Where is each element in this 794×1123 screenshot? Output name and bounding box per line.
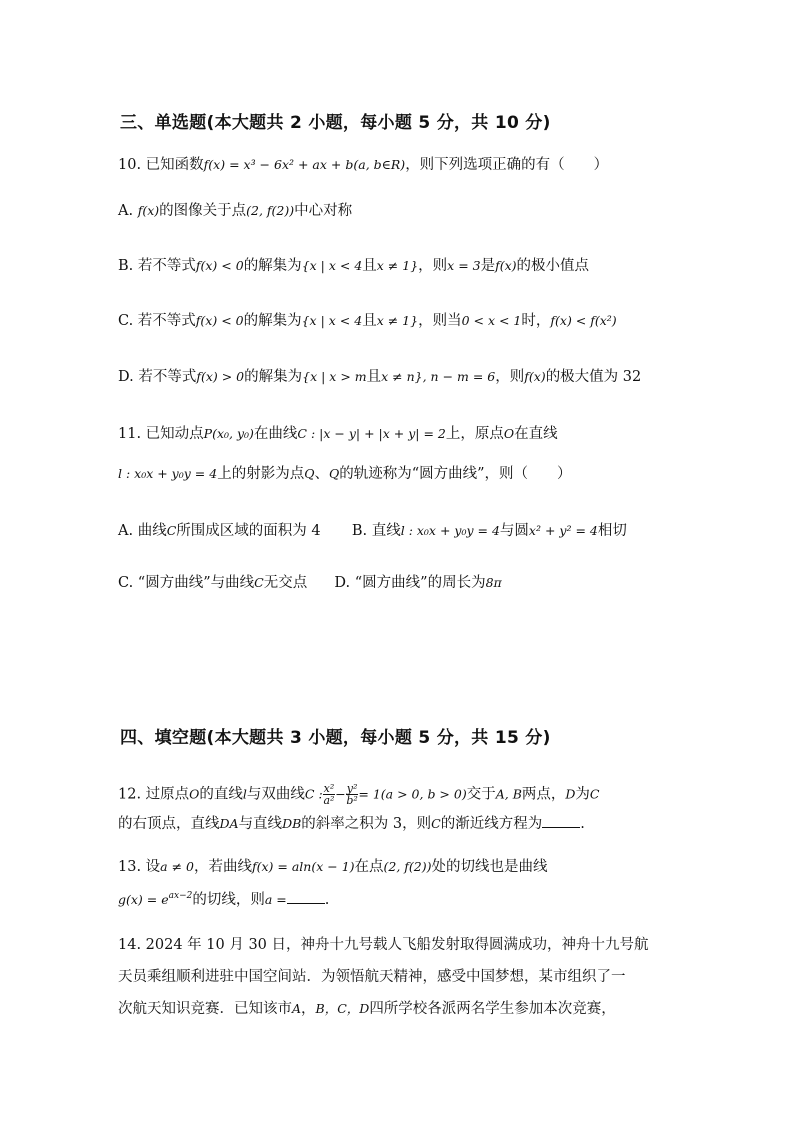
math: a ≠ 0	[160, 859, 194, 874]
text: 时，	[521, 313, 551, 329]
text: 是	[480, 258, 496, 274]
text: 无交点	[263, 575, 308, 591]
math: (2, f(2))	[246, 203, 295, 218]
section-title-single-choice: 三、单选题(本大题共 2 小题，每小题 5 分，共 10 分)	[120, 113, 551, 133]
math: C	[589, 786, 600, 802]
text: 上的射影为点	[217, 466, 305, 482]
math: 0 < x < 1	[461, 313, 522, 328]
text: 交于	[466, 786, 496, 803]
text: 的解集为	[243, 258, 302, 274]
q10-math: f(x) = x³ − 6x² + ax + b(a, b∈R)	[203, 157, 406, 172]
math: f(x) < f(x²)	[550, 313, 617, 328]
math: C :	[304, 786, 323, 802]
exponent: ax−2	[168, 891, 193, 902]
section-title-fill-in: 四、填空题(本大题共 3 小题，每小题 5 分，共 15 分)	[120, 728, 551, 748]
question-10-stem	[118, 157, 608, 174]
text: 上，原点	[445, 426, 504, 442]
q10-text: 10. 已知函数	[118, 157, 204, 173]
text: 处的切线也是曲线	[431, 859, 548, 875]
math: f(x) < 0	[195, 258, 244, 273]
text: 在点	[354, 859, 384, 875]
text: 11. 已知动点	[118, 426, 204, 442]
question-14-line-1: 14. 2024 年 10 月 30 日，神舟十九号载人飞船发射取得圆满成功，神舟十九号航	[118, 937, 649, 953]
math: A, B	[495, 786, 522, 802]
text: 两点，	[521, 786, 566, 803]
text: ，若曲线	[194, 859, 252, 875]
q10-option-a	[118, 203, 352, 220]
math: P(x₀, y₀)	[203, 426, 254, 441]
q10-text: ，则下列选项正确的有（ ）	[405, 157, 609, 173]
math: f(x)	[137, 203, 160, 218]
math: x² + y² = 4	[528, 523, 598, 538]
question-14-line-3	[118, 1001, 616, 1018]
text: 的极小值点	[516, 258, 590, 274]
text: ，则	[495, 369, 525, 385]
text: 的右顶点，直线	[118, 816, 220, 832]
math: x ≠ n}, n − m = 6	[381, 369, 496, 384]
math: f(x) = aln(x − 1)	[252, 859, 355, 874]
math: C : |x − y| + |x + y| = 2	[297, 426, 446, 441]
text: 的直线	[199, 786, 243, 803]
text: 次航天知识竞赛．已知该市	[118, 1001, 292, 1017]
math: O	[189, 786, 200, 802]
math: a =	[264, 892, 287, 907]
fraction	[346, 783, 359, 806]
text: 且	[362, 313, 377, 329]
text: .	[324, 892, 330, 908]
math: g(x) = e	[118, 892, 169, 907]
question-12-line-1	[118, 783, 600, 806]
math: −	[335, 786, 346, 802]
math: x ≠ 1}	[376, 313, 419, 328]
math: Q	[304, 466, 315, 481]
math: f(x) < 0	[195, 313, 244, 328]
option-label: B. 若不等式	[118, 258, 196, 274]
answer-blank[interactable]	[542, 815, 580, 828]
math: C	[431, 816, 441, 831]
option-label: C. 若不等式	[118, 313, 196, 329]
text: 的斜率之积为 3，则	[301, 816, 432, 832]
q10-option-d	[118, 369, 641, 386]
q11-options-cd	[118, 575, 502, 592]
math: {x | x < 4	[301, 313, 363, 328]
denominator: a²	[323, 794, 335, 807]
question-11-stem-line-1	[118, 426, 558, 443]
math: x = 3	[447, 258, 481, 273]
answer-blank[interactable]	[287, 891, 325, 904]
math: = 1(a > 0, b > 0)	[358, 786, 467, 802]
math: l : x₀x + y₀y = 4	[118, 466, 218, 481]
text: 且	[362, 258, 377, 274]
text: 的解集为	[243, 313, 302, 329]
math: f(x)	[524, 369, 546, 384]
text: 12. 过原点	[118, 786, 190, 803]
math: Q	[328, 466, 340, 481]
math: DA	[219, 816, 239, 831]
question-14-line-2: 天员乘组顺利进驻中国空间站．为领悟航天精神，感受中国梦想，某市组织了一	[118, 969, 626, 985]
text: .	[580, 816, 585, 832]
option-label: A.	[118, 203, 138, 219]
question-13-line-2	[118, 891, 329, 909]
text: 13. 设	[118, 859, 161, 875]
text: 四所学校各派两名学生参加本次竞赛，	[369, 1001, 616, 1017]
fraction	[323, 783, 336, 806]
text: 与直线	[238, 816, 283, 832]
text: ，	[301, 1001, 316, 1017]
text: 的解集为	[244, 369, 303, 385]
question-12-line-2	[118, 815, 585, 833]
option-label: A. 曲线	[118, 523, 167, 539]
math: {x | x > m	[302, 369, 367, 384]
option-label: D. “圆方曲线”的周长为	[334, 575, 486, 591]
text: 的渐近线方程为	[440, 816, 543, 832]
math: 8π	[485, 575, 502, 590]
text: 且	[366, 369, 382, 385]
question-13-line-1	[118, 859, 548, 876]
math: C	[166, 523, 177, 538]
text: 中心对称	[294, 203, 353, 219]
math: B，C，D	[315, 1001, 370, 1016]
text: 为	[575, 786, 590, 803]
q10-option-c	[118, 313, 617, 330]
math: {x | x < 4	[301, 258, 363, 273]
math: D	[565, 786, 576, 802]
numerator: y²	[346, 782, 358, 795]
denominator: b²	[346, 794, 358, 807]
text: 的轨迹称为“圆方曲线”，则（ ）	[339, 466, 572, 482]
text: 所围成区域的面积为 4	[176, 523, 321, 539]
math: l : x₀x + y₀y = 4	[400, 523, 500, 538]
math: C	[254, 575, 264, 590]
math: f(x) > 0	[196, 369, 245, 384]
q10-option-b	[118, 258, 589, 275]
math: l	[242, 786, 247, 802]
math: x ≠ 1}	[376, 258, 419, 273]
question-11-stem-line-2	[118, 466, 572, 483]
math: f(x)	[495, 258, 517, 273]
text: 的图像关于点	[159, 203, 247, 219]
option-label: B. 直线	[351, 523, 401, 539]
text: 的极大值为 32	[545, 369, 642, 385]
text: 在直线	[514, 426, 558, 442]
numerator: x²	[323, 782, 335, 795]
text: 与双曲线	[246, 786, 305, 803]
text: 的切线，则	[192, 892, 265, 908]
text: 、	[314, 466, 329, 482]
text: 相切	[597, 523, 627, 539]
text: ，则	[418, 258, 448, 274]
text: 在曲线	[253, 426, 298, 442]
math: (2, f(2))	[383, 859, 432, 874]
option-label: D. 若不等式	[118, 369, 197, 385]
math: O	[503, 426, 515, 441]
math: DB	[282, 816, 302, 831]
text: 与圆	[499, 523, 529, 539]
option-label: C. “圆方曲线”与曲线	[118, 575, 255, 591]
text: ，则当	[418, 313, 462, 329]
q11-options-ab	[118, 523, 627, 540]
math: A	[292, 1001, 302, 1016]
